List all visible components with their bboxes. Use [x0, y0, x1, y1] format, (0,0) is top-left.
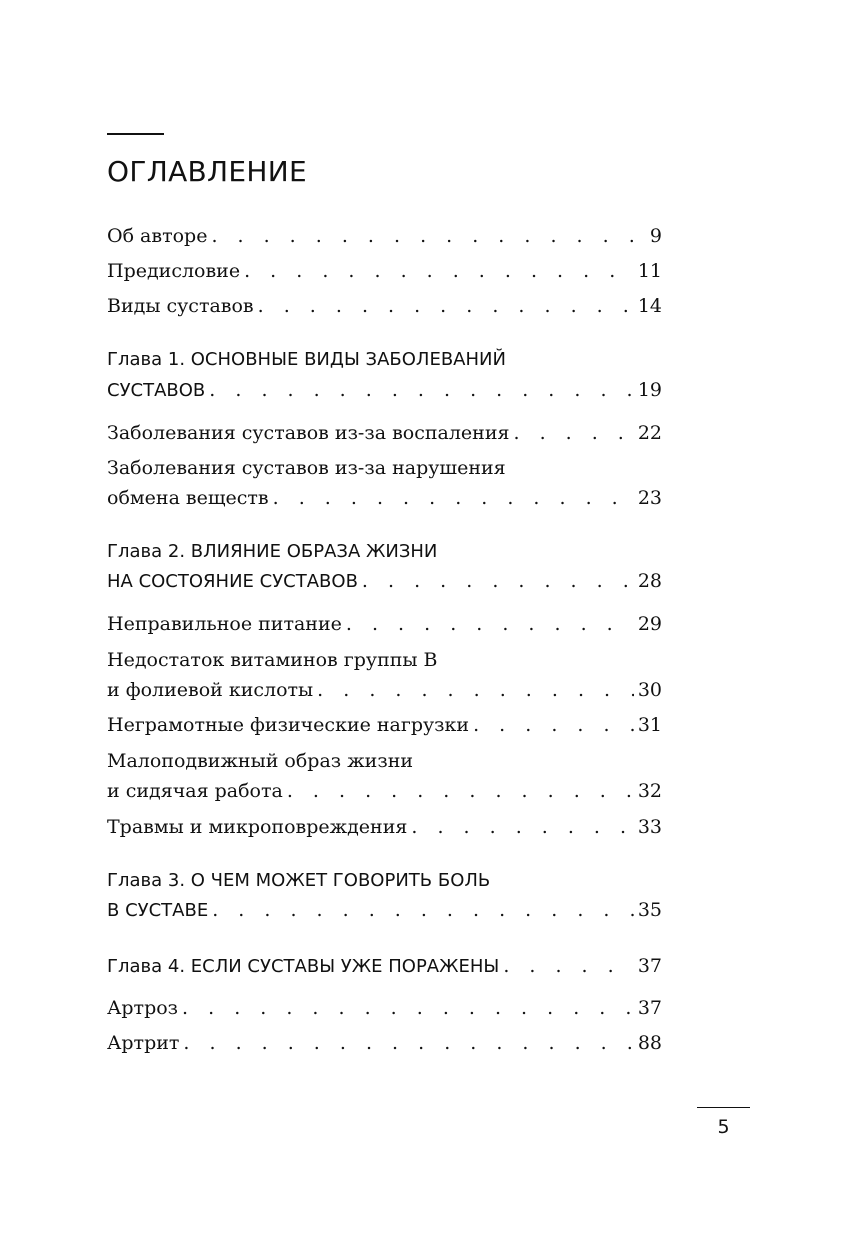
toc-chapter-4 — [107, 949, 662, 983]
toc-entry-title: Об авторе — [107, 225, 208, 247]
toc-entry-page: 30 — [637, 679, 662, 701]
toc-entry-arthrosis — [107, 991, 662, 1025]
toc-entry-metabolism-line-1: Заболевания суставов из-за нарушения — [107, 457, 506, 479]
toc-entry-title: и фолиевой кислоты — [107, 679, 314, 701]
dot-leader — [178, 991, 634, 1025]
dot-leader — [313, 673, 634, 707]
toc-entry-title: Заболевания суставов из-за воспаления — [107, 422, 510, 444]
toc-entry-page: 19 — [637, 379, 662, 401]
toc-chapter-2 — [107, 564, 662, 598]
dot-leader — [208, 893, 634, 927]
toc-entry-vitamins — [107, 673, 662, 707]
toc-entry-title: и сидячая работа — [107, 780, 283, 802]
toc-entry-title: обмена веществ — [107, 487, 269, 509]
toc-entry-page: 22 — [637, 422, 662, 444]
toc-entry-page: 28 — [637, 570, 662, 592]
toc-chapter-2-line-1: Глава 2. ВЛИЯНИЕ ОБРАЗА ЖИЗНИ — [107, 541, 438, 562]
toc-entry-page: 32 — [637, 780, 662, 802]
dot-leader — [469, 708, 634, 742]
top-rule — [107, 133, 164, 135]
toc-entry-page: 29 — [637, 613, 662, 635]
toc-entry-page: 23 — [637, 487, 662, 509]
dot-leader — [205, 373, 634, 407]
toc-entry-page: 37 — [637, 955, 662, 977]
toc-entry-sedentary-line-1: Малоподвижный образ жизни — [107, 750, 414, 772]
toc-entry-page: 88 — [637, 1032, 662, 1054]
dot-leader — [240, 254, 634, 288]
toc-chapter-1 — [107, 373, 662, 407]
toc-entry-inflammation — [107, 416, 662, 450]
page-number: 5 — [717, 1116, 730, 1138]
page-title: ОГЛАВЛЕНИЕ — [107, 155, 307, 188]
toc-entry-page: 9 — [649, 225, 662, 247]
toc-entry-vitamins-line-1: Недостаток витаминов группы В — [107, 649, 438, 671]
toc-entry-sedentary — [107, 774, 662, 808]
toc-entry-about-author — [107, 219, 662, 253]
toc-entry-title: Артроз — [107, 997, 179, 1019]
toc-entry-title: НА СОСТОЯНИЕ СУСТАВОВ — [107, 571, 358, 592]
toc-entry-title: Виды суставов — [107, 295, 254, 317]
toc-entry-title: Артрит — [107, 1032, 180, 1054]
toc-entry-physical-loads — [107, 708, 662, 742]
dot-leader — [342, 607, 634, 641]
toc-entry-title: Травмы и микроповреждения — [107, 816, 408, 838]
toc-entry-joint-types — [107, 289, 662, 323]
toc-entry-page: 37 — [637, 997, 662, 1019]
toc-chapter-3 — [107, 893, 662, 927]
dot-leader — [509, 416, 633, 450]
toc-entry-page: 33 — [637, 816, 662, 838]
toc-entry-page: 35 — [637, 899, 662, 921]
toc-entry-page: 31 — [637, 714, 662, 736]
dot-leader — [499, 949, 634, 983]
toc-entry-title: СУСТАВОВ — [107, 380, 206, 401]
toc-entry-title: Предисловие — [107, 260, 241, 282]
toc-entry-injuries — [107, 810, 662, 844]
dot-leader — [358, 564, 634, 598]
toc-entry-metabolism — [107, 481, 662, 515]
dot-leader — [254, 289, 634, 323]
toc-entry-page: 11 — [637, 260, 662, 282]
dot-leader — [269, 481, 634, 515]
toc-chapter-3-line-1: Глава 3. О ЧЕМ МОЖЕТ ГОВОРИТЬ БОЛЬ — [107, 870, 491, 891]
toc-chapter-1-line-1: Глава 1. ОСНОВНЫЕ ВИДЫ ЗАБОЛЕВАНИЙ — [107, 349, 506, 370]
toc-entry-title: Неправильное питание — [107, 613, 342, 635]
footer-rule — [697, 1107, 750, 1108]
dot-leader — [179, 1026, 633, 1060]
toc-entry-nutrition — [107, 607, 662, 641]
dot-leader — [207, 219, 645, 253]
toc-entry-arthritis — [107, 1026, 662, 1060]
toc-entry-title: Глава 4. ЕСЛИ СУСТАВЫ УЖЕ ПОРАЖЕНЫ — [107, 956, 500, 977]
toc-entry-preface — [107, 254, 662, 288]
toc-entry-title: В СУСТАВЕ — [107, 900, 209, 921]
dot-leader — [407, 810, 633, 844]
toc-entry-page: 14 — [637, 295, 662, 317]
dot-leader — [283, 774, 634, 808]
toc-entry-title: Неграмотные физические нагрузки — [107, 714, 470, 736]
